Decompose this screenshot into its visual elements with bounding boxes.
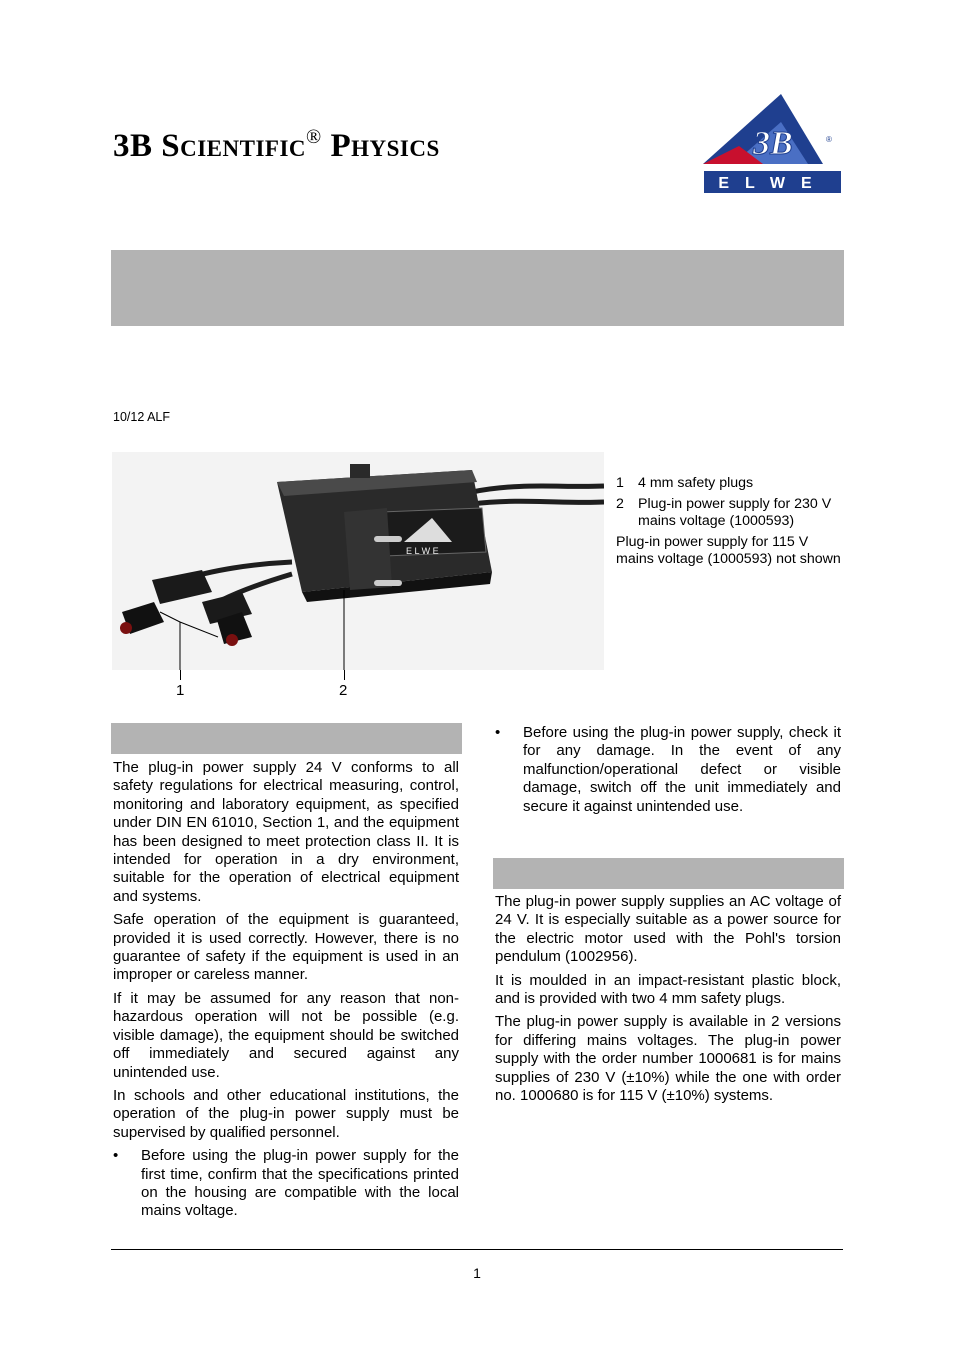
photo-legend xyxy=(616,475,844,568)
bullet-dot: • xyxy=(495,724,501,741)
title-banner xyxy=(111,250,844,326)
paragraph: The plug-in power supply supplies an AC voltage of 24 V. It is especially suitable as a power source for the electric motor used with the Pohl's torsion pendulum (1002956). xyxy=(495,893,841,966)
legend-number: 2 xyxy=(616,496,624,512)
3b-elwe-logo xyxy=(703,94,843,194)
legend-text: Plug-in power supply for 230 V mains voltage (1000593) xyxy=(638,496,832,529)
svg-text:E L W E: E L W E xyxy=(406,546,439,556)
right-section-header xyxy=(493,858,844,889)
legend-note: Plug-in power supply for 115 V mains voltage (1000593) not shown xyxy=(616,534,841,567)
logo-band-text: ELWE xyxy=(718,175,828,192)
logo-mark-text: 3B xyxy=(753,125,793,162)
brand-name: 3B Scientific xyxy=(113,128,307,164)
brand-title xyxy=(113,128,440,165)
legend-text: 4 mm safety plugs xyxy=(638,475,754,491)
bullet-text: Before using the plug-in power supply for the first time, confirm that the specifications printed on the housing are compatible with the local mains voltage. xyxy=(141,1147,459,1220)
paragraph: The plug-in power supply 24 V conforms to all safety regulations for electrical measuring, control, monitoring and laboratory equipment, as specified under DIN EN 61010, Section 1, and the equipment has been designed to meet protection class II. It is intended for operation in a dry environment, suitable for the operation of electrical equipment and systems. xyxy=(113,759,459,905)
page-number: 1 xyxy=(473,1265,481,1281)
bullet-item xyxy=(113,1147,459,1221)
product-photo xyxy=(112,452,604,670)
paragraph: The plug-in power supply is available in 2 versions for differing mains voltages. The plug-in power supply with the order number 1000681 is for mains supplies of 230 V (±10%) while the one with order no. 1000680 is for 115 V (±10%) systems. xyxy=(495,1013,841,1105)
footer-rule xyxy=(111,1249,843,1250)
paragraph: If it may be assumed for any reason that non-hazardous operation will not be possible (e.g. visible damage), the equipment should be switched off immediately and secured against any unintended use. xyxy=(113,989,459,1081)
right-column-text xyxy=(495,893,841,1110)
bullet-item xyxy=(495,724,841,816)
bullet-text: Before using the plug-in power supply, check it for any damage. In the event of any malfunction/operational defect or visible damage, switch off the unit immediately and secure it against unintended use. xyxy=(523,724,841,815)
left-column-text xyxy=(113,759,459,1221)
document-code: 10/12 ALF xyxy=(113,410,170,424)
paragraph: In schools and other educational institutions, the operation of the plug-in power supply must be supervised by qualified personnel. xyxy=(113,1086,459,1141)
right-column-bullet xyxy=(495,724,841,816)
left-section-header xyxy=(111,723,462,754)
legend-item xyxy=(616,496,844,530)
paragraph: Safe operation of the equipment is guaranteed, provided it is used correctly. However, there is no guarantee of safety if the equipment is used in an improper or careless manner. xyxy=(113,911,459,984)
paragraph: It is moulded in an impact-resistant plastic block, and is provided with two 4 mm safety plugs. xyxy=(495,971,841,1008)
bullet-dot: • xyxy=(113,1147,119,1165)
callout-2: 2 xyxy=(339,682,348,699)
brand-suffix: Physics xyxy=(321,128,440,164)
svg-text:®: ® xyxy=(826,135,832,144)
legend-number: 1 xyxy=(616,475,624,491)
registered-mark: ® xyxy=(306,126,322,148)
callout-1: 1 xyxy=(176,682,185,699)
legend-item xyxy=(616,475,844,492)
